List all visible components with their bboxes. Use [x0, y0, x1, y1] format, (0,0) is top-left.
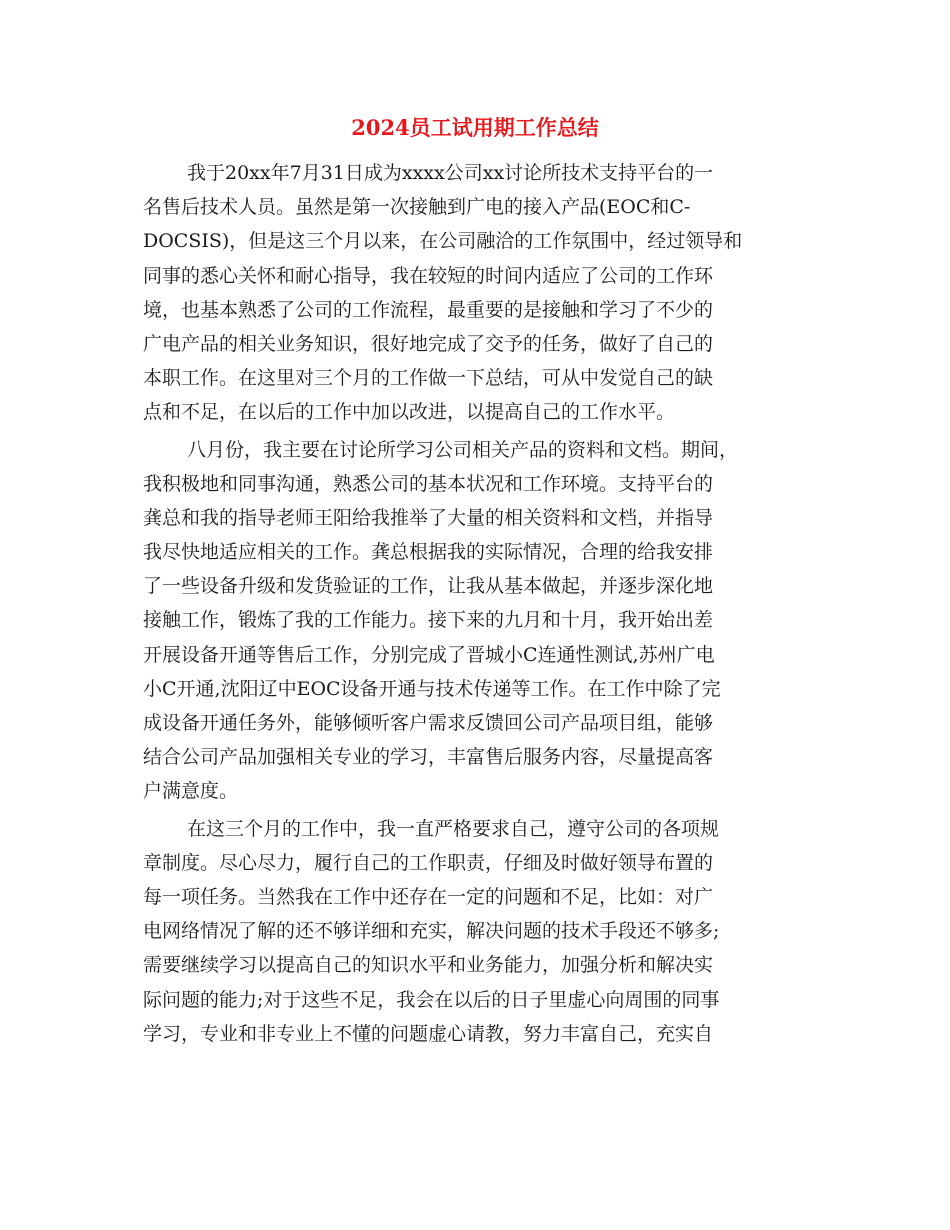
- paragraph-3-line-5: 需要继续学习以提高自己的知识水平和业务能力，加强分析和解决实: [143, 954, 714, 977]
- paragraph-2-line-10: 结合公司产品加强相关专业的学习，丰富售后服务内容，尽量提高客: [143, 746, 714, 769]
- paragraph-2-line-6: 接触工作，锻炼了我的工作能力。接下来的九月和十月，我开始出差: [143, 609, 714, 632]
- paragraph-1-line-5: 境，也基本熟悉了公司的工作流程，最重要的是接触和学习了不少的: [143, 298, 714, 321]
- paragraph-1-line-8: 点和不足，在以后的工作中加以改进，以提高自己的工作水平。: [143, 401, 676, 424]
- paragraph-2-line-1: 八月份，我主要在讨论所学习公司相关产品的资料和文档。期间，: [187, 438, 739, 461]
- paragraph-2-line-3: 龚总和我的指导老师王阳给我推举了大量的相关资料和文档，并指导: [143, 506, 714, 529]
- paragraph-1-line-4: 同事的悉心关怀和耐心指导，我在较短的时间内适应了公司的工作环: [143, 264, 714, 287]
- paragraph-1-line-1: 我于20xx年7月31日成为xxxx公司xx讨论所技术支持平台的一: [187, 162, 714, 184]
- paragraph-2-line-8: 小C开通,沈阳辽中EOC设备开通与技术传递等工作。在工作中除了完: [143, 677, 721, 700]
- paragraph-2-line-5: 了一些设备升级和发货验证的工作，让我从基本做起，并逐步深化地: [143, 575, 714, 598]
- paragraph-3-line-6: 际问题的能力;对于这些不足，我会在以后的日子里虚心向周围的同事: [143, 988, 720, 1011]
- paragraph-3-line-3: 每一项任务。当然我在工作中还存在一定的问题和不足，比如：对广: [143, 885, 714, 908]
- paragraph-2-line-4: 我尽快地适应相关的工作。龚总根据我的实际情况，合理的给我安排: [143, 541, 714, 564]
- paragraph-2-line-2: 我积极地和同事沟通，熟悉公司的基本状况和工作环境。支持平台的: [143, 472, 714, 495]
- paragraph-2-line-9: 成设备开通任务外，能够倾听客户需求反馈回公司产品项目组，能够: [143, 712, 714, 734]
- paragraph-1-line-7: 本职工作。在这里对三个月的工作做一下总结，可从中发觉自己的缺: [143, 367, 714, 390]
- paragraph-3-line-7: 学习，专业和非专业上不懂的问题虚心请教，努力丰富自己，充实自: [143, 1022, 714, 1045]
- paragraph-1-line-2: 名售后技术人员。虽然是第一次接触到广电的接入产品(EOC和C-: [143, 196, 691, 219]
- paragraph-1-line-3: DOCSIS)，但是这三个月以来，在公司融洽的工作氛围中，经过领导和: [143, 230, 743, 253]
- document-body: [143, 156, 811, 1051]
- document-title: 2024员工试用期工作总结: [351, 115, 599, 140]
- paragraph-1-line-6: 广电产品的相关业务知识，很好地完成了交予的任务，做好了自己的: [143, 332, 714, 355]
- paragraph-3-line-4: 电网络情况了解的还不够详细和充实，解决问题的技术手段还不够多;: [143, 920, 720, 943]
- paragraph-3-line-2: 章制度。尽心尽力，履行自己的工作职责，仔细及时做好领导布置的: [143, 851, 714, 874]
- paragraph-2-line-7: 开展设备开通等售后工作，分别完成了晋城小C连通性测试,苏州广电: [143, 643, 715, 666]
- paragraph-3-line-1: 在这三个月的工作中，我一直严格要求自己，遵守公司的各项规: [187, 817, 720, 840]
- paragraph-2-line-11: 户满意度。: [143, 780, 239, 803]
